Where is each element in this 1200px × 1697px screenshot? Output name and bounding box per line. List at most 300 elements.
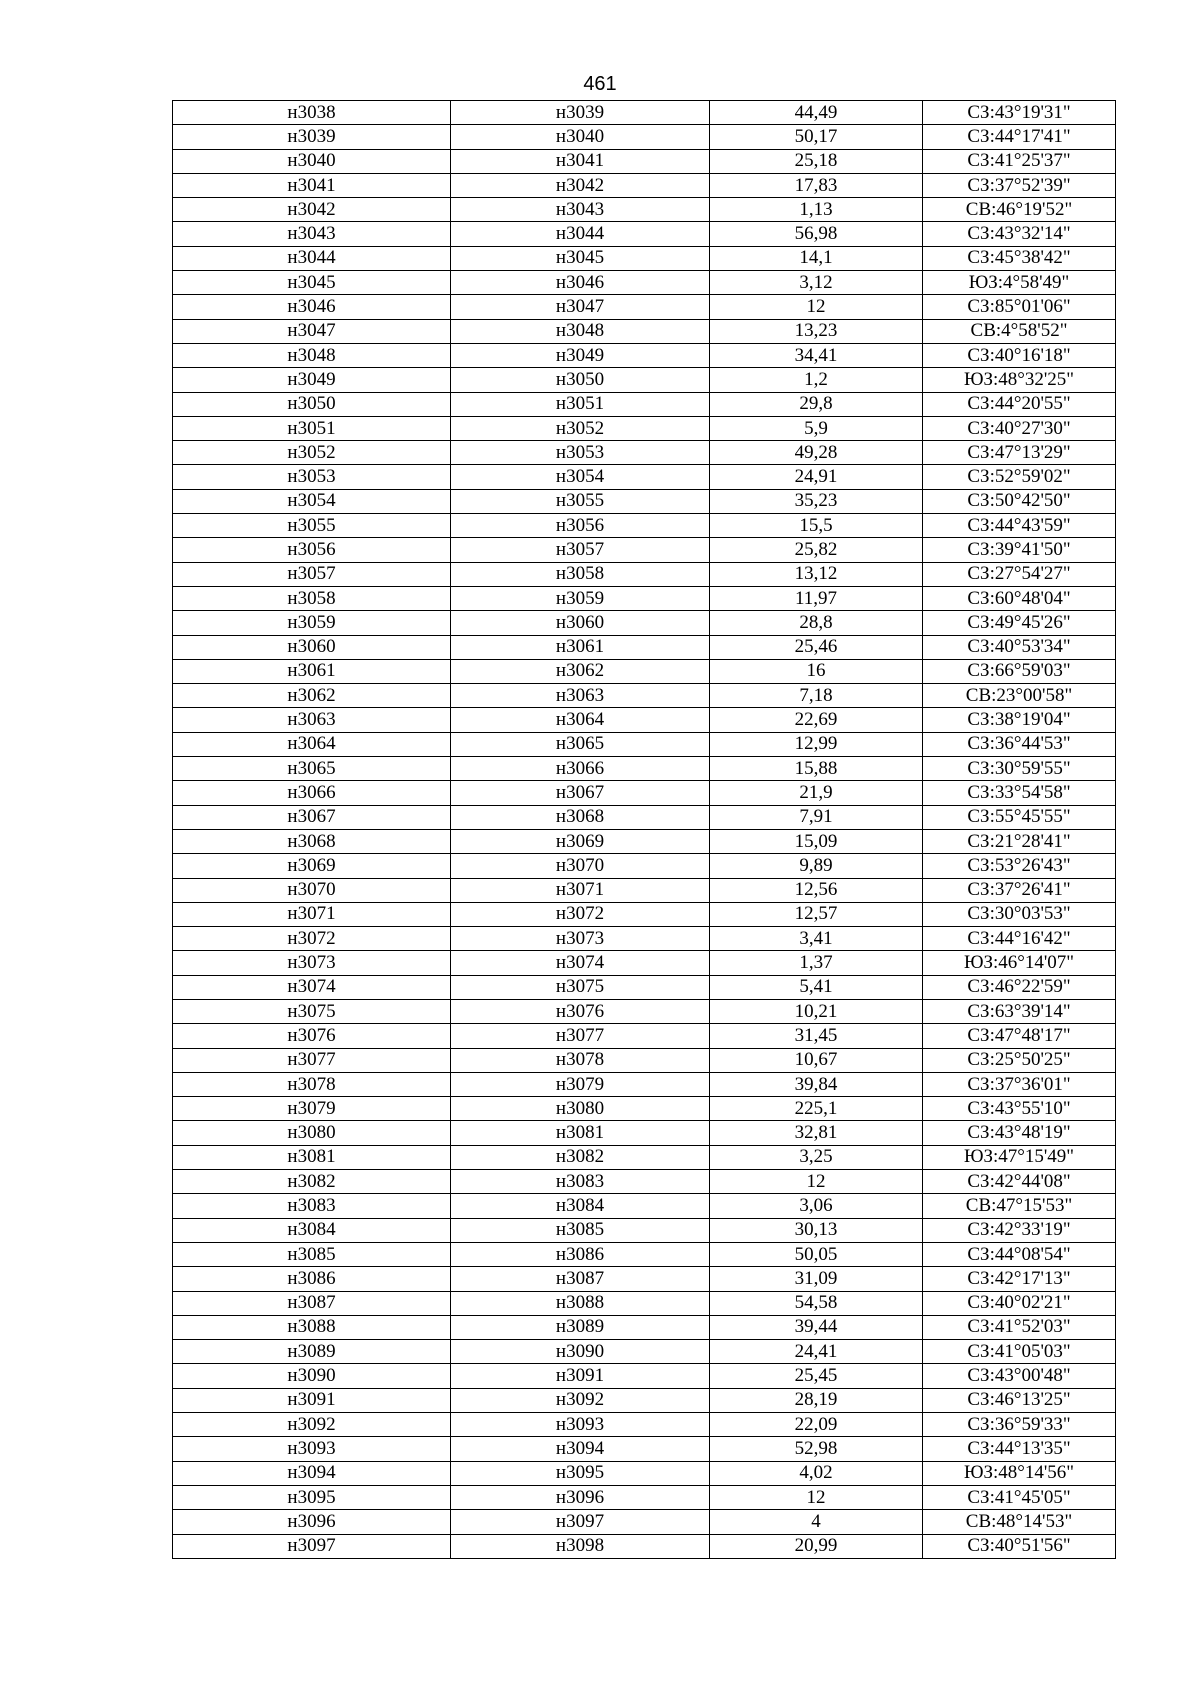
- table-row: [173, 198, 1116, 222]
- table-row: [173, 343, 1116, 367]
- bearing-cell: ЮЗ:4°58'49": [923, 271, 1116, 295]
- table-row: [173, 173, 1116, 197]
- to-point-cell: н3053: [451, 441, 710, 465]
- distance-cell: 17,83: [710, 173, 923, 197]
- to-point-cell: н3048: [451, 319, 710, 343]
- from-point-cell: н3052: [173, 441, 451, 465]
- bearing-cell: СЗ:46°22'59": [923, 975, 1116, 999]
- to-point-cell: н3040: [451, 125, 710, 149]
- bearing-cell: ЮЗ:46°14'07": [923, 951, 1116, 975]
- to-point-cell: н3050: [451, 368, 710, 392]
- to-point-cell: н3054: [451, 465, 710, 489]
- table-row: [173, 1461, 1116, 1485]
- bearing-cell: СЗ:25°50'25": [923, 1048, 1116, 1072]
- distance-cell: 16: [710, 659, 923, 683]
- distance-cell: 1,13: [710, 198, 923, 222]
- bearing-cell: СЗ:43°55'10": [923, 1097, 1116, 1121]
- bearing-cell: СЗ:43°00'48": [923, 1364, 1116, 1388]
- bearing-cell: СЗ:21°28'41": [923, 829, 1116, 853]
- bearing-cell: СЗ:44°13'35": [923, 1437, 1116, 1461]
- table-row: [173, 465, 1116, 489]
- table-row: [173, 684, 1116, 708]
- table-row: [173, 1485, 1116, 1509]
- from-point-cell: н3081: [173, 1145, 451, 1169]
- to-point-cell: н3070: [451, 854, 710, 878]
- distance-cell: 3,12: [710, 271, 923, 295]
- to-point-cell: н3074: [451, 951, 710, 975]
- distance-cell: 9,89: [710, 854, 923, 878]
- distance-cell: 1,2: [710, 368, 923, 392]
- distance-cell: 4: [710, 1510, 923, 1534]
- from-point-cell: н3042: [173, 198, 451, 222]
- bearing-cell: СЗ:44°16'42": [923, 927, 1116, 951]
- bearing-cell: СЗ:33°54'58": [923, 781, 1116, 805]
- from-point-cell: н3038: [173, 101, 451, 125]
- distance-cell: 50,05: [710, 1242, 923, 1266]
- table-row: [173, 1437, 1116, 1461]
- bearing-cell: СВ:23°00'58": [923, 684, 1116, 708]
- from-point-cell: н3065: [173, 757, 451, 781]
- to-point-cell: н3089: [451, 1315, 710, 1339]
- distance-cell: 3,41: [710, 927, 923, 951]
- table-row: [173, 222, 1116, 246]
- table-row: [173, 368, 1116, 392]
- distance-cell: 4,02: [710, 1461, 923, 1485]
- bearing-cell: СЗ:42°44'08": [923, 1170, 1116, 1194]
- distance-cell: 3,25: [710, 1145, 923, 1169]
- table-row: [173, 999, 1116, 1023]
- distance-cell: 30,13: [710, 1218, 923, 1242]
- to-point-cell: н3092: [451, 1388, 710, 1412]
- to-point-cell: н3096: [451, 1485, 710, 1509]
- to-point-cell: н3071: [451, 878, 710, 902]
- from-point-cell: н3090: [173, 1364, 451, 1388]
- table-row: [173, 538, 1116, 562]
- to-point-cell: н3055: [451, 489, 710, 513]
- distance-cell: 21,9: [710, 781, 923, 805]
- table-row: [173, 1291, 1116, 1315]
- boundary-points-table: [172, 100, 1116, 1559]
- bearing-cell: СЗ:40°27'30": [923, 416, 1116, 440]
- table-row: [173, 1145, 1116, 1169]
- bearing-cell: СВ:48°14'53": [923, 1510, 1116, 1534]
- from-point-cell: н3097: [173, 1534, 451, 1558]
- to-point-cell: н3090: [451, 1340, 710, 1364]
- distance-cell: 7,18: [710, 684, 923, 708]
- bearing-cell: СЗ:41°45'05": [923, 1485, 1116, 1509]
- from-point-cell: н3084: [173, 1218, 451, 1242]
- table-row: [173, 1315, 1116, 1339]
- to-point-cell: н3051: [451, 392, 710, 416]
- from-point-cell: н3045: [173, 271, 451, 295]
- distance-cell: 34,41: [710, 343, 923, 367]
- table-row: [173, 246, 1116, 270]
- from-point-cell: н3071: [173, 902, 451, 926]
- to-point-cell: н3097: [451, 1510, 710, 1534]
- table-row: [173, 902, 1116, 926]
- table-row: [173, 1267, 1116, 1291]
- distance-cell: 11,97: [710, 586, 923, 610]
- table-row: [173, 1510, 1116, 1534]
- distance-cell: 13,23: [710, 319, 923, 343]
- distance-cell: 7,91: [710, 805, 923, 829]
- distance-cell: 14,1: [710, 246, 923, 270]
- distance-cell: 22,09: [710, 1413, 923, 1437]
- page-number: 461: [583, 73, 617, 95]
- bearing-cell: СЗ:63°39'14": [923, 999, 1116, 1023]
- to-point-cell: н3072: [451, 902, 710, 926]
- table-row: [173, 829, 1116, 853]
- table-row: [173, 125, 1116, 149]
- from-point-cell: н3089: [173, 1340, 451, 1364]
- bearing-cell: СЗ:46°13'25": [923, 1388, 1116, 1412]
- table-row: [173, 441, 1116, 465]
- distance-cell: 12,56: [710, 878, 923, 902]
- distance-cell: 25,82: [710, 538, 923, 562]
- distance-cell: 12: [710, 1485, 923, 1509]
- table-row: [173, 781, 1116, 805]
- bearing-cell: СЗ:44°08'54": [923, 1242, 1116, 1266]
- to-point-cell: н3077: [451, 1024, 710, 1048]
- from-point-cell: н3053: [173, 465, 451, 489]
- bearing-cell: СЗ:39°41'50": [923, 538, 1116, 562]
- bearing-cell: СЗ:55°45'55": [923, 805, 1116, 829]
- bearing-cell: СЗ:47°48'17": [923, 1024, 1116, 1048]
- bearing-cell: СЗ:44°20'55": [923, 392, 1116, 416]
- bearing-cell: СЗ:37°52'39": [923, 173, 1116, 197]
- bearing-cell: СЗ:30°59'55": [923, 757, 1116, 781]
- bearing-cell: СЗ:85°01'06": [923, 295, 1116, 319]
- to-point-cell: н3067: [451, 781, 710, 805]
- table-row: [173, 878, 1116, 902]
- bearing-cell: СЗ:60°48'04": [923, 586, 1116, 610]
- to-point-cell: н3047: [451, 295, 710, 319]
- from-point-cell: н3051: [173, 416, 451, 440]
- bearing-cell: СЗ:30°03'53": [923, 902, 1116, 926]
- bearing-cell: СЗ:41°25'37": [923, 149, 1116, 173]
- table-row: [173, 757, 1116, 781]
- from-point-cell: н3078: [173, 1072, 451, 1096]
- from-point-cell: н3060: [173, 635, 451, 659]
- table-row: [173, 295, 1116, 319]
- to-point-cell: н3043: [451, 198, 710, 222]
- from-point-cell: н3085: [173, 1242, 451, 1266]
- to-point-cell: н3079: [451, 1072, 710, 1096]
- bearing-cell: СЗ:36°44'53": [923, 732, 1116, 756]
- to-point-cell: н3064: [451, 708, 710, 732]
- distance-cell: 39,44: [710, 1315, 923, 1339]
- to-point-cell: н3083: [451, 1170, 710, 1194]
- bearing-cell: СЗ:42°17'13": [923, 1267, 1116, 1291]
- from-point-cell: н3092: [173, 1413, 451, 1437]
- from-point-cell: н3080: [173, 1121, 451, 1145]
- to-point-cell: н3069: [451, 829, 710, 853]
- bearing-cell: СЗ:53°26'43": [923, 854, 1116, 878]
- table-row: [173, 1340, 1116, 1364]
- distance-cell: 10,67: [710, 1048, 923, 1072]
- table-row: [173, 1121, 1116, 1145]
- distance-cell: 12,57: [710, 902, 923, 926]
- from-point-cell: н3040: [173, 149, 451, 173]
- table-row: [173, 1534, 1116, 1558]
- bearing-cell: СЗ:50°42'50": [923, 489, 1116, 513]
- from-point-cell: н3082: [173, 1170, 451, 1194]
- to-point-cell: н3068: [451, 805, 710, 829]
- table-row: [173, 951, 1116, 975]
- table-row: [173, 319, 1116, 343]
- table-row: [173, 1170, 1116, 1194]
- distance-cell: 50,17: [710, 125, 923, 149]
- to-point-cell: н3042: [451, 173, 710, 197]
- from-point-cell: н3062: [173, 684, 451, 708]
- table-row: [173, 1413, 1116, 1437]
- to-point-cell: н3041: [451, 149, 710, 173]
- table-row: [173, 1218, 1116, 1242]
- to-point-cell: н3086: [451, 1242, 710, 1266]
- table-row: [173, 416, 1116, 440]
- distance-cell: 28,19: [710, 1388, 923, 1412]
- from-point-cell: н3076: [173, 1024, 451, 1048]
- bearing-cell: СЗ:52°59'02": [923, 465, 1116, 489]
- from-point-cell: н3074: [173, 975, 451, 999]
- to-point-cell: н3081: [451, 1121, 710, 1145]
- distance-cell: 28,8: [710, 611, 923, 635]
- from-point-cell: н3086: [173, 1267, 451, 1291]
- to-point-cell: н3093: [451, 1413, 710, 1437]
- table-row: [173, 854, 1116, 878]
- distance-cell: 25,45: [710, 1364, 923, 1388]
- bearing-cell: СЗ:44°43'59": [923, 514, 1116, 538]
- to-point-cell: н3056: [451, 514, 710, 538]
- from-point-cell: н3072: [173, 927, 451, 951]
- table-row: [173, 1024, 1116, 1048]
- to-point-cell: н3058: [451, 562, 710, 586]
- to-point-cell: н3045: [451, 246, 710, 270]
- to-point-cell: н3062: [451, 659, 710, 683]
- table-row: [173, 927, 1116, 951]
- table-row: [173, 975, 1116, 999]
- table-row: [173, 149, 1116, 173]
- distance-cell: 44,49: [710, 101, 923, 125]
- bearing-cell: ЮЗ:48°32'25": [923, 368, 1116, 392]
- from-point-cell: н3088: [173, 1315, 451, 1339]
- bearing-cell: СЗ:41°05'03": [923, 1340, 1116, 1364]
- table-row: [173, 611, 1116, 635]
- distance-cell: 31,45: [710, 1024, 923, 1048]
- from-point-cell: н3061: [173, 659, 451, 683]
- distance-cell: 12: [710, 295, 923, 319]
- distance-cell: 12: [710, 1170, 923, 1194]
- distance-cell: 15,88: [710, 757, 923, 781]
- bearing-cell: СЗ:66°59'03": [923, 659, 1116, 683]
- from-point-cell: н3059: [173, 611, 451, 635]
- table-body: [173, 101, 1116, 1559]
- from-point-cell: н3050: [173, 392, 451, 416]
- from-point-cell: н3094: [173, 1461, 451, 1485]
- from-point-cell: н3067: [173, 805, 451, 829]
- bearing-cell: СЗ:40°16'18": [923, 343, 1116, 367]
- from-point-cell: н3096: [173, 1510, 451, 1534]
- from-point-cell: н3091: [173, 1388, 451, 1412]
- from-point-cell: н3075: [173, 999, 451, 1023]
- to-point-cell: н3039: [451, 101, 710, 125]
- table-row: [173, 1072, 1116, 1096]
- to-point-cell: н3080: [451, 1097, 710, 1121]
- table-row: [173, 659, 1116, 683]
- distance-cell: 13,12: [710, 562, 923, 586]
- to-point-cell: н3085: [451, 1218, 710, 1242]
- to-point-cell: н3060: [451, 611, 710, 635]
- to-point-cell: н3046: [451, 271, 710, 295]
- distance-cell: 22,69: [710, 708, 923, 732]
- from-point-cell: н3079: [173, 1097, 451, 1121]
- to-point-cell: н3091: [451, 1364, 710, 1388]
- bearing-cell: ЮЗ:48°14'56": [923, 1461, 1116, 1485]
- to-point-cell: н3088: [451, 1291, 710, 1315]
- table-row: [173, 1097, 1116, 1121]
- from-point-cell: н3073: [173, 951, 451, 975]
- distance-cell: 225,1: [710, 1097, 923, 1121]
- distance-cell: 3,06: [710, 1194, 923, 1218]
- to-point-cell: н3063: [451, 684, 710, 708]
- from-point-cell: н3048: [173, 343, 451, 367]
- table-row: [173, 635, 1116, 659]
- bearing-cell: СЗ:43°48'19": [923, 1121, 1116, 1145]
- to-point-cell: н3073: [451, 927, 710, 951]
- from-point-cell: н3064: [173, 732, 451, 756]
- table-row: [173, 489, 1116, 513]
- to-point-cell: н3059: [451, 586, 710, 610]
- table-row: [173, 732, 1116, 756]
- bearing-cell: СЗ:37°36'01": [923, 1072, 1116, 1096]
- table-row: [173, 1388, 1116, 1412]
- bearing-cell: СЗ:47°13'29": [923, 441, 1116, 465]
- from-point-cell: н3083: [173, 1194, 451, 1218]
- table-row: [173, 805, 1116, 829]
- distance-cell: 35,23: [710, 489, 923, 513]
- to-point-cell: н3094: [451, 1437, 710, 1461]
- from-point-cell: н3046: [173, 295, 451, 319]
- distance-cell: 24,41: [710, 1340, 923, 1364]
- bearing-cell: СЗ:45°38'42": [923, 246, 1116, 270]
- bearing-cell: СЗ:49°45'26": [923, 611, 1116, 635]
- distance-cell: 15,09: [710, 829, 923, 853]
- from-point-cell: н3049: [173, 368, 451, 392]
- bearing-cell: СЗ:43°32'14": [923, 222, 1116, 246]
- from-point-cell: н3077: [173, 1048, 451, 1072]
- from-point-cell: н3066: [173, 781, 451, 805]
- distance-cell: 49,28: [710, 441, 923, 465]
- distance-cell: 5,9: [710, 416, 923, 440]
- from-point-cell: н3070: [173, 878, 451, 902]
- table-row: [173, 1194, 1116, 1218]
- to-point-cell: н3066: [451, 757, 710, 781]
- distance-cell: 29,8: [710, 392, 923, 416]
- table-row: [173, 514, 1116, 538]
- to-point-cell: н3098: [451, 1534, 710, 1558]
- from-point-cell: н3043: [173, 222, 451, 246]
- bearing-cell: СЗ:42°33'19": [923, 1218, 1116, 1242]
- table-row: [173, 708, 1116, 732]
- to-point-cell: н3082: [451, 1145, 710, 1169]
- from-point-cell: н3055: [173, 514, 451, 538]
- to-point-cell: н3052: [451, 416, 710, 440]
- table-row: [173, 101, 1116, 125]
- distance-cell: 15,5: [710, 514, 923, 538]
- to-point-cell: н3078: [451, 1048, 710, 1072]
- bearing-cell: СЗ:43°19'31": [923, 101, 1116, 125]
- from-point-cell: н3058: [173, 586, 451, 610]
- distance-cell: 31,09: [710, 1267, 923, 1291]
- bearing-cell: ЮЗ:47°15'49": [923, 1145, 1116, 1169]
- from-point-cell: н3057: [173, 562, 451, 586]
- from-point-cell: н3041: [173, 173, 451, 197]
- bearing-cell: СВ:46°19'52": [923, 198, 1116, 222]
- bearing-cell: СЗ:40°02'21": [923, 1291, 1116, 1315]
- from-point-cell: н3069: [173, 854, 451, 878]
- to-point-cell: н3084: [451, 1194, 710, 1218]
- bearing-cell: СЗ:44°17'41": [923, 125, 1116, 149]
- from-point-cell: н3044: [173, 246, 451, 270]
- from-point-cell: н3068: [173, 829, 451, 853]
- distance-cell: 10,21: [710, 999, 923, 1023]
- to-point-cell: н3095: [451, 1461, 710, 1485]
- distance-cell: 1,37: [710, 951, 923, 975]
- distance-cell: 5,41: [710, 975, 923, 999]
- table-row: [173, 1364, 1116, 1388]
- bearing-cell: СЗ:37°26'41": [923, 878, 1116, 902]
- table-row: [173, 392, 1116, 416]
- from-point-cell: н3087: [173, 1291, 451, 1315]
- table-row: [173, 562, 1116, 586]
- to-point-cell: н3065: [451, 732, 710, 756]
- table-row: [173, 1048, 1116, 1072]
- from-point-cell: н3095: [173, 1485, 451, 1509]
- bearing-cell: СЗ:38°19'04": [923, 708, 1116, 732]
- distance-cell: 39,84: [710, 1072, 923, 1096]
- distance-cell: 24,91: [710, 465, 923, 489]
- from-point-cell: н3063: [173, 708, 451, 732]
- bearing-cell: СЗ:40°51'56": [923, 1534, 1116, 1558]
- to-point-cell: н3075: [451, 975, 710, 999]
- distance-cell: 20,99: [710, 1534, 923, 1558]
- distance-cell: 12,99: [710, 732, 923, 756]
- distance-cell: 54,58: [710, 1291, 923, 1315]
- distance-cell: 25,18: [710, 149, 923, 173]
- table-row: [173, 586, 1116, 610]
- bearing-cell: СВ:4°58'52": [923, 319, 1116, 343]
- table-row: [173, 1242, 1116, 1266]
- distance-cell: 56,98: [710, 222, 923, 246]
- bearing-cell: СВ:47°15'53": [923, 1194, 1116, 1218]
- distance-cell: 52,98: [710, 1437, 923, 1461]
- to-point-cell: н3057: [451, 538, 710, 562]
- to-point-cell: н3049: [451, 343, 710, 367]
- to-point-cell: н3061: [451, 635, 710, 659]
- distance-cell: 25,46: [710, 635, 923, 659]
- from-point-cell: н3093: [173, 1437, 451, 1461]
- table-row: [173, 271, 1116, 295]
- bearing-cell: СЗ:36°59'33": [923, 1413, 1116, 1437]
- to-point-cell: н3044: [451, 222, 710, 246]
- distance-cell: 32,81: [710, 1121, 923, 1145]
- from-point-cell: н3056: [173, 538, 451, 562]
- to-point-cell: н3076: [451, 999, 710, 1023]
- bearing-cell: СЗ:27°54'27": [923, 562, 1116, 586]
- from-point-cell: н3039: [173, 125, 451, 149]
- from-point-cell: н3054: [173, 489, 451, 513]
- bearing-cell: СЗ:40°53'34": [923, 635, 1116, 659]
